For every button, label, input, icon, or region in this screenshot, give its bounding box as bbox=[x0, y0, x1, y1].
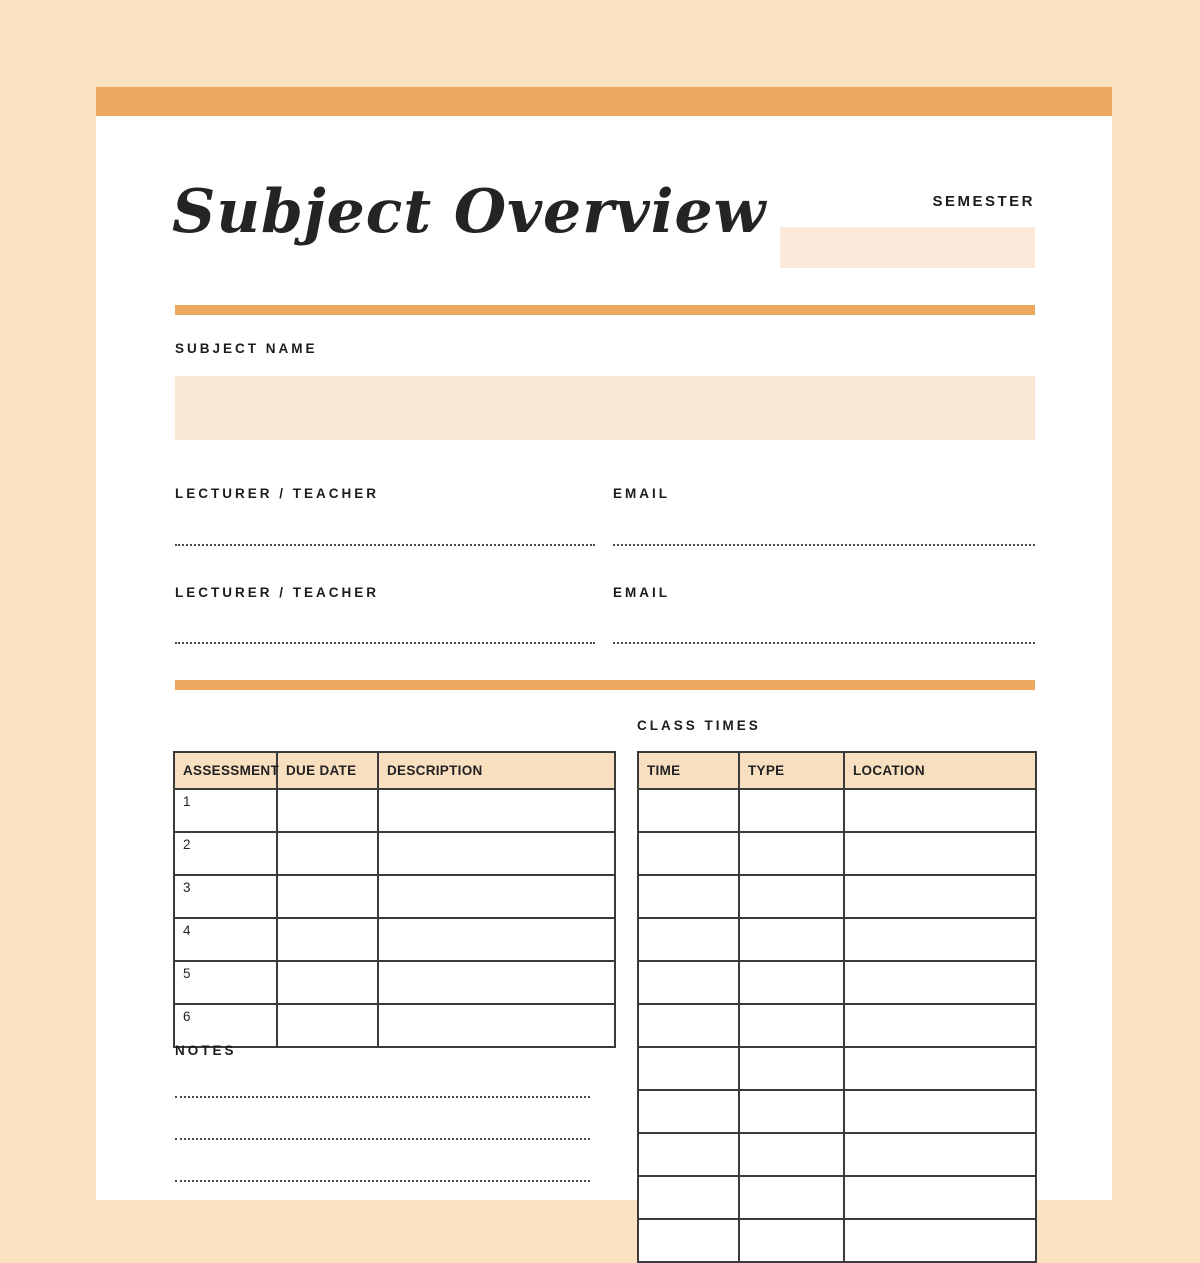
divider-top bbox=[175, 305, 1035, 315]
table-cell[interactable] bbox=[277, 961, 378, 1004]
table-cell[interactable] bbox=[844, 1047, 1036, 1090]
lecturer-label-2: LECTURER / TEACHER bbox=[175, 585, 380, 600]
table-cell[interactable] bbox=[739, 875, 844, 918]
subject-name-input[interactable] bbox=[175, 376, 1035, 440]
class-time-row bbox=[638, 875, 1036, 918]
table-cell[interactable] bbox=[277, 1004, 378, 1047]
top-accent-bar bbox=[96, 87, 1112, 116]
table-cell[interactable] bbox=[844, 1133, 1036, 1176]
table-cell[interactable] bbox=[739, 961, 844, 1004]
table-cell[interactable] bbox=[638, 1047, 739, 1090]
assessment-row bbox=[174, 961, 615, 1004]
email-input-2[interactable] bbox=[613, 642, 1035, 644]
type-column-header: TYPE bbox=[739, 752, 844, 789]
table-cell[interactable] bbox=[844, 918, 1036, 961]
table-cell[interactable] bbox=[739, 789, 844, 832]
assessment-row bbox=[174, 789, 615, 832]
notes-label: NOTES bbox=[175, 1043, 237, 1058]
time-column-header: TIME bbox=[638, 752, 739, 789]
class-time-row bbox=[638, 1047, 1036, 1090]
table-cell[interactable] bbox=[277, 875, 378, 918]
class-time-row bbox=[638, 918, 1036, 961]
divider-middle bbox=[175, 680, 1035, 690]
email-label-1: EMAIL bbox=[613, 486, 670, 501]
table-cell[interactable]: 1 bbox=[174, 789, 277, 832]
table-cell[interactable]: 4 bbox=[174, 918, 277, 961]
table-cell[interactable] bbox=[378, 961, 615, 1004]
table-cell[interactable] bbox=[378, 918, 615, 961]
subject-name-label: SUBJECT NAME bbox=[175, 341, 318, 356]
class-time-row bbox=[638, 1219, 1036, 1262]
location-column-header: LOCATION bbox=[844, 752, 1036, 789]
lecturer-label-1: LECTURER / TEACHER bbox=[175, 486, 380, 501]
table-cell[interactable] bbox=[638, 1133, 739, 1176]
table-cell[interactable] bbox=[844, 1219, 1036, 1262]
table-cell[interactable] bbox=[378, 832, 615, 875]
assessment-row bbox=[174, 832, 615, 875]
table-cell[interactable] bbox=[277, 832, 378, 875]
table-cell[interactable] bbox=[844, 961, 1036, 1004]
table-cell[interactable] bbox=[638, 875, 739, 918]
table-cell[interactable] bbox=[739, 1004, 844, 1047]
notes-line[interactable] bbox=[175, 1096, 590, 1098]
class-time-row bbox=[638, 1004, 1036, 1047]
class-time-row bbox=[638, 1176, 1036, 1219]
table-cell[interactable] bbox=[638, 1090, 739, 1133]
class-time-row bbox=[638, 789, 1036, 832]
table-cell[interactable] bbox=[638, 1219, 739, 1262]
email-input-1[interactable] bbox=[613, 544, 1035, 546]
assessment-table bbox=[173, 751, 616, 1048]
table-cell[interactable] bbox=[638, 961, 739, 1004]
table-cell[interactable] bbox=[638, 1004, 739, 1047]
table-cell[interactable] bbox=[739, 918, 844, 961]
lecturer-input-2[interactable] bbox=[175, 642, 595, 644]
assessment-header-row bbox=[174, 752, 615, 789]
email-label-2: EMAIL bbox=[613, 585, 670, 600]
class-times-header-row bbox=[638, 752, 1036, 789]
notes-line[interactable] bbox=[175, 1180, 590, 1182]
table-cell[interactable] bbox=[844, 789, 1036, 832]
table-cell[interactable] bbox=[844, 1004, 1036, 1047]
planner-page bbox=[96, 87, 1112, 1200]
assessment-column-header: ASSESSMENT bbox=[174, 752, 277, 789]
table-cell[interactable]: 2 bbox=[174, 832, 277, 875]
assessment-row bbox=[174, 1004, 615, 1047]
lecturer-input-1[interactable] bbox=[175, 544, 595, 546]
table-cell[interactable] bbox=[739, 1219, 844, 1262]
table-cell[interactable]: 3 bbox=[174, 875, 277, 918]
due-date-column-header: DUE DATE bbox=[277, 752, 378, 789]
table-cell[interactable] bbox=[739, 832, 844, 875]
table-cell[interactable] bbox=[844, 875, 1036, 918]
table-cell[interactable] bbox=[378, 1004, 615, 1047]
assessment-row bbox=[174, 875, 615, 918]
class-times-label: CLASS TIMES bbox=[637, 718, 761, 733]
table-cell[interactable] bbox=[638, 918, 739, 961]
page-title: Subject Overview bbox=[172, 177, 767, 247]
semester-input[interactable] bbox=[780, 227, 1035, 268]
class-time-row bbox=[638, 1133, 1036, 1176]
table-cell[interactable] bbox=[638, 1176, 739, 1219]
table-cell[interactable]: 6 bbox=[174, 1004, 277, 1047]
class-times-table bbox=[637, 751, 1037, 1263]
notes-line[interactable] bbox=[175, 1138, 590, 1140]
class-time-row bbox=[638, 961, 1036, 1004]
semester-label: SEMESTER bbox=[932, 193, 1035, 210]
table-cell[interactable] bbox=[378, 789, 615, 832]
class-time-row bbox=[638, 832, 1036, 875]
class-time-row bbox=[638, 1090, 1036, 1133]
table-cell[interactable] bbox=[739, 1047, 844, 1090]
table-cell[interactable] bbox=[739, 1090, 844, 1133]
description-column-header: DESCRIPTION bbox=[378, 752, 615, 789]
table-cell[interactable] bbox=[638, 789, 739, 832]
assessment-row bbox=[174, 918, 615, 961]
table-cell[interactable] bbox=[739, 1133, 844, 1176]
table-cell[interactable] bbox=[844, 1090, 1036, 1133]
table-cell[interactable] bbox=[277, 918, 378, 961]
table-cell[interactable] bbox=[378, 875, 615, 918]
table-cell[interactable] bbox=[638, 832, 739, 875]
table-cell[interactable]: 5 bbox=[174, 961, 277, 1004]
table-cell[interactable] bbox=[844, 1176, 1036, 1219]
table-cell[interactable] bbox=[844, 832, 1036, 875]
table-cell[interactable] bbox=[277, 789, 378, 832]
table-cell[interactable] bbox=[739, 1176, 844, 1219]
